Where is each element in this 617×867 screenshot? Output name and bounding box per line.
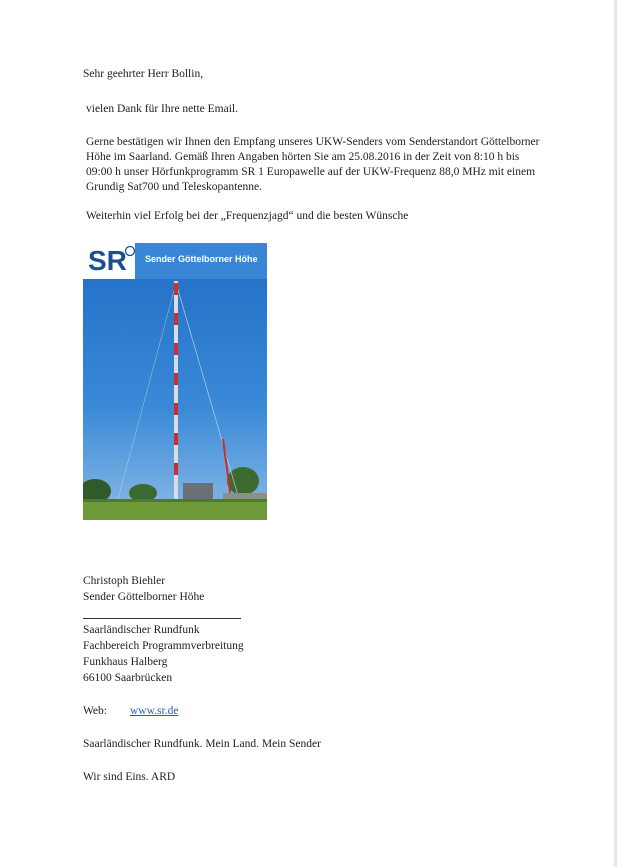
address-city: 66100 Saarbrücken (83, 672, 173, 684)
mast-band (174, 403, 178, 415)
closing-line: Wir sind Eins. ARD (83, 771, 176, 783)
address-building: Funkhaus Halberg (83, 656, 168, 668)
mast-band (174, 313, 178, 325)
mast-band (174, 373, 178, 385)
body-paragraph: Gerne bestätigen wir Ihnen den Empfang unseres UKW-Senders vom Senderstandort Göttelborner Höhe im Saarland. Gemäß Ihren Angaben hörten Sie am 25.08.2016 in der Zeit von 8:10 h bis 09:00 h unser Hörfunkprogramm SR 1 Europawelle auf der UKW-Frequenz 88,0 MHz mit einem Grundig Sat700 und Teleskopantenne. (86, 136, 540, 193)
thanks-line: vielen Dank für Ihre nette Email. (86, 103, 238, 115)
mast-band (174, 433, 178, 445)
web-label: Web: (83, 705, 107, 717)
signature-location: Sender Göttelborner Höhe (83, 591, 205, 603)
web-link[interactable]: www.sr.de (130, 705, 179, 717)
mast-band (174, 283, 178, 295)
slogan: Saarländischer Rundfunk. Mein Land. Mein Sender (83, 738, 321, 750)
signature-divider (83, 618, 241, 619)
wishes-line: Weiterhin viel Erfolg bei der „Frequenzjagd“ und die besten Wünsche (86, 210, 409, 222)
mast-band (174, 343, 178, 355)
photo-caption: Sender Göttelborner Höhe (145, 254, 258, 264)
building (183, 483, 213, 499)
transmitter-photo (83, 243, 267, 520)
tree-right (227, 467, 259, 495)
signature-name: Christoph Biehler (83, 575, 166, 587)
sr-logo-text: SR (88, 245, 127, 276)
address-org: Saarländischer Rundfunk (83, 624, 200, 636)
salutation: Sehr geehrter Herr Bollin, (83, 68, 204, 80)
mast-band (174, 463, 178, 475)
address-department: Fachbereich Programmverbreitung (83, 640, 244, 652)
transmitter-photo-graphic (83, 243, 267, 520)
grass (83, 499, 267, 520)
